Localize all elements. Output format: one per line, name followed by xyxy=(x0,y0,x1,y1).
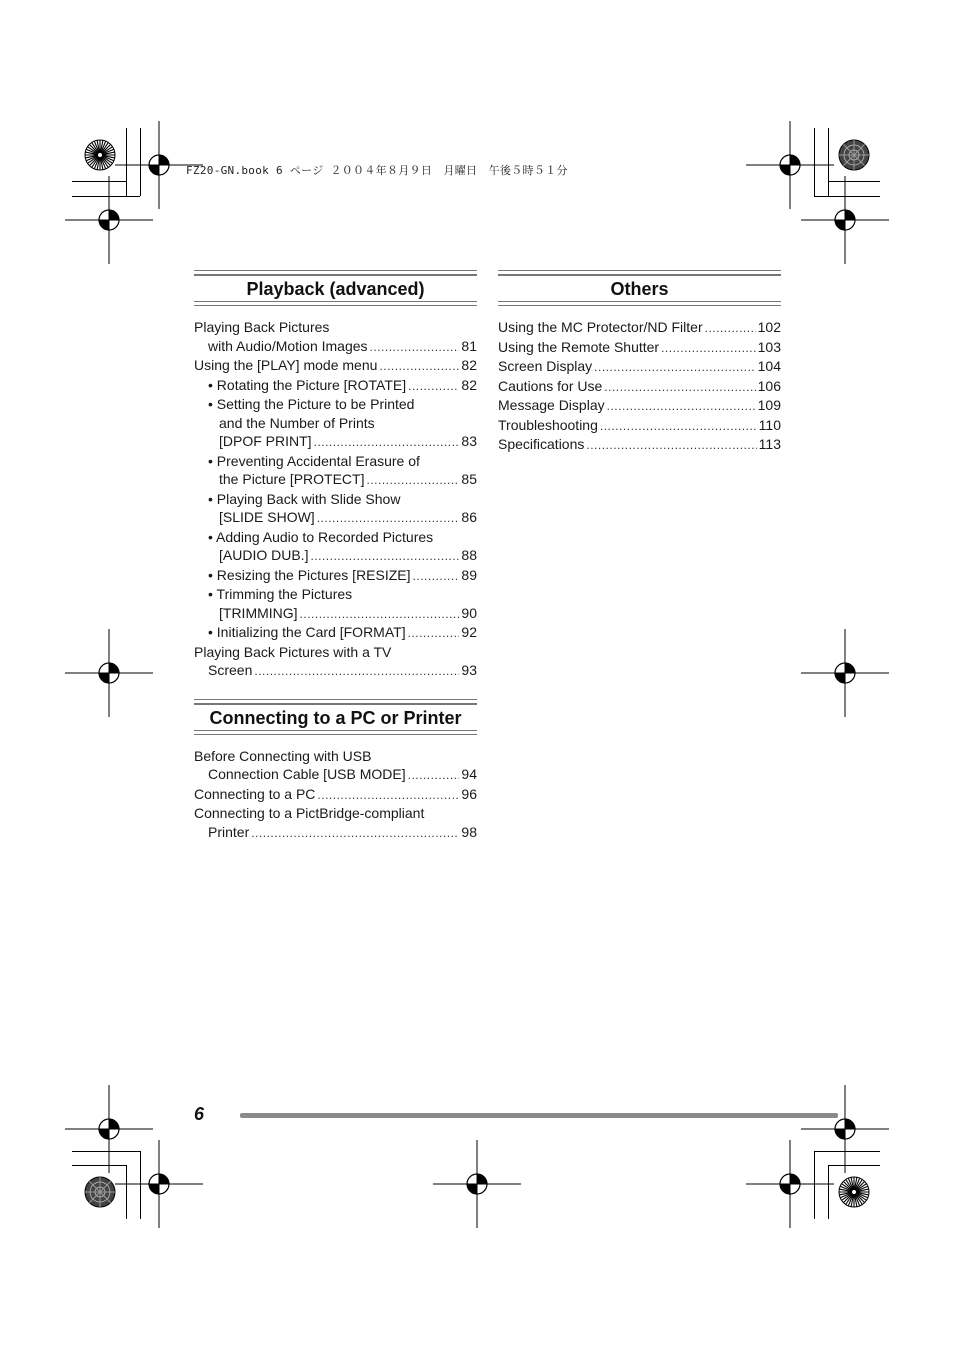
toc-entry-text: Screen xyxy=(208,662,253,678)
toc-page-number: 90 xyxy=(461,604,477,621)
section-header-others xyxy=(498,270,781,306)
leader-dots xyxy=(607,397,756,416)
toc-entry[interactable] xyxy=(194,376,477,396)
toc-entry-text: • Preventing Accidental Erasure of xyxy=(208,452,420,469)
toc-page-number: 96 xyxy=(461,785,477,802)
leader-dots xyxy=(600,417,757,436)
toc-list-connecting-pc-printer xyxy=(194,747,477,843)
toc-entry[interactable] xyxy=(194,585,477,604)
leader-dots xyxy=(408,624,460,643)
section-title: Others xyxy=(610,279,669,299)
leader-dots xyxy=(317,509,460,528)
toc-entry-text: Playing Back Pictures with a TV xyxy=(194,643,392,660)
section-title: Connecting to a PC or Printer xyxy=(209,707,462,728)
leader-dots xyxy=(408,766,460,785)
left-column xyxy=(194,270,477,842)
toc-entry[interactable] xyxy=(194,337,477,357)
toc-entry-text: Using the Remote Shutter xyxy=(498,338,660,355)
toc-entry-text: Playing Back Pictures xyxy=(194,319,330,335)
registration-target-icon xyxy=(801,176,889,264)
toc-entry[interactable] xyxy=(194,623,477,643)
toc-page-number: 109 xyxy=(757,397,781,413)
registration-target-icon xyxy=(433,1140,521,1228)
toc-entry[interactable] xyxy=(194,747,477,766)
toc-entry[interactable] xyxy=(194,318,477,337)
toc-page-number: 82 xyxy=(461,376,477,393)
toc-page-number: 98 xyxy=(461,823,477,840)
toc-entry-text: • Rotating the Picture [ROTATE] xyxy=(208,376,407,393)
leader-dots xyxy=(413,567,460,586)
color-wheel-icon xyxy=(839,140,869,170)
toc-entry[interactable] xyxy=(194,395,477,414)
toc-entry[interactable] xyxy=(194,414,477,433)
toc-entry-text: Troubleshooting xyxy=(498,416,598,433)
toc-entry-text: the Picture [PROTECT] xyxy=(219,471,365,487)
header-rule-top xyxy=(194,699,477,705)
toc-page-number: 92 xyxy=(461,624,477,640)
toc-entry-text: Specifications xyxy=(498,436,585,452)
toc-entry[interactable] xyxy=(194,661,477,681)
section-title: Playback (advanced) xyxy=(246,279,425,299)
toc-page-number: 102 xyxy=(757,319,781,335)
leader-dots xyxy=(705,319,756,338)
toc-list-others xyxy=(498,318,781,455)
toc-entry-text: [DPOF PRINT] xyxy=(219,433,312,449)
toc-page-number: 89 xyxy=(461,566,477,583)
toc-entry-text: Connecting to a PC xyxy=(194,785,316,802)
toc-entry-text: Using the [PLAY] mode menu xyxy=(194,357,378,373)
color-wheel-icon xyxy=(839,1177,869,1207)
leader-dots xyxy=(604,378,755,397)
leader-dots xyxy=(594,358,755,377)
toc-entry[interactable] xyxy=(194,356,477,376)
toc-entry-text: • Setting the Picture to be Printed xyxy=(208,396,415,412)
toc-entry[interactable] xyxy=(498,357,781,377)
toc-page-number: 93 xyxy=(461,662,477,678)
toc-entry[interactable] xyxy=(194,823,477,843)
section-header-playback-advanced xyxy=(194,270,477,306)
toc-entry-text: Printer xyxy=(208,823,250,840)
toc-entry[interactable] xyxy=(194,546,477,566)
toc-page-number: 85 xyxy=(461,471,477,487)
toc-entry[interactable] xyxy=(498,435,781,455)
toc-entry[interactable] xyxy=(194,566,477,586)
registration-target-icon xyxy=(801,629,889,717)
toc-entry-text: • Initializing the Card [FORMAT] xyxy=(208,624,406,640)
registration-target-icon xyxy=(65,629,153,717)
toc-entry[interactable] xyxy=(498,416,781,436)
toc-page-number: 113 xyxy=(758,436,781,452)
leader-dots xyxy=(370,338,460,357)
toc-entry-text: Connecting to a PictBridge-compliant xyxy=(194,805,425,821)
toc-entry[interactable] xyxy=(498,338,781,358)
toc-page-number: 104 xyxy=(757,358,781,374)
leader-dots xyxy=(366,471,459,490)
toc-page-number: 86 xyxy=(461,509,477,525)
registration-target-icon xyxy=(801,1085,889,1173)
header-rule-bottom xyxy=(194,730,477,735)
registration-target-icon xyxy=(746,1140,834,1228)
toc-entry[interactable] xyxy=(194,604,477,624)
toc-page-number: 83 xyxy=(461,433,477,449)
toc-page-number: 110 xyxy=(758,416,781,433)
toc-entry-text: • Playing Back with Slide Show xyxy=(208,490,401,507)
toc-entry[interactable] xyxy=(498,318,781,338)
toc-entry-text: with Audio/Motion Images xyxy=(208,337,368,354)
toc-page-number: 94 xyxy=(461,766,477,782)
toc-entry[interactable] xyxy=(498,396,781,416)
print-slug: FZ20-GN.book 6 ページ ２００４年８月９日 月曜日 午後５時５１分 xyxy=(186,164,568,177)
registration-target-icon xyxy=(115,1140,203,1228)
header-rule-bottom xyxy=(498,301,781,306)
leader-dots xyxy=(251,824,459,843)
leader-dots xyxy=(661,339,756,358)
header-rule-top xyxy=(194,270,477,276)
toc-entry-text: • Adding Audio to Recorded Pictures xyxy=(208,528,434,545)
toc-entry[interactable] xyxy=(194,452,477,471)
toc-entry-text: • Trimming the Pictures xyxy=(208,586,353,602)
toc-entry-text: Screen Display xyxy=(498,358,593,374)
toc-list-playback-advanced xyxy=(194,318,477,681)
header-rule-top xyxy=(498,270,781,276)
toc-page-number: 88 xyxy=(461,547,477,563)
toc-entry[interactable] xyxy=(194,470,477,490)
toc-entry[interactable] xyxy=(194,528,477,547)
leader-dots xyxy=(314,433,460,452)
leader-dots xyxy=(586,436,756,455)
toc-entry[interactable] xyxy=(194,643,477,662)
page-number: 6 xyxy=(194,1104,205,1124)
registration-target-icon xyxy=(746,121,834,209)
toc-entry[interactable] xyxy=(194,508,477,528)
toc-entry-text: Using the MC Protector/ND Filter xyxy=(498,319,703,335)
toc-entry[interactable] xyxy=(194,785,477,805)
toc-entry-text: [AUDIO DUB.] xyxy=(219,547,309,563)
toc-entry[interactable] xyxy=(194,490,477,509)
toc-entry-text: Cautions for Use xyxy=(498,377,603,394)
right-column xyxy=(498,270,781,455)
leader-dots xyxy=(379,357,459,376)
leader-dots xyxy=(310,547,459,566)
color-wheel-icon xyxy=(85,1177,115,1207)
toc-entry-text: • Resizing the Pictures [RESIZE] xyxy=(208,566,411,583)
registration-target-icon xyxy=(65,176,153,264)
toc-entry[interactable] xyxy=(498,377,781,397)
header-rule-bottom xyxy=(194,301,477,306)
leader-dots xyxy=(254,662,459,681)
toc-entry-text: Before Connecting with USB xyxy=(194,747,372,764)
toc-page-number: 103 xyxy=(757,338,781,355)
toc-entry-text: Message Display xyxy=(498,397,605,413)
section-header-connecting-pc-printer xyxy=(194,699,477,735)
footer-bar xyxy=(240,1113,838,1118)
toc-page-number: 106 xyxy=(757,377,781,394)
registration-target-icon xyxy=(65,1085,153,1173)
toc-entry-text: [SLIDE SHOW] xyxy=(219,509,315,525)
toc-entry-text: [TRIMMING] xyxy=(219,604,298,621)
toc-entry-text: Connection Cable [USB MODE] xyxy=(208,766,406,782)
leader-dots xyxy=(300,605,460,624)
leader-dots xyxy=(408,377,459,396)
toc-entry[interactable] xyxy=(194,765,477,785)
toc-entry-text: and the Number of Prints xyxy=(219,414,375,431)
toc-page-number: 82 xyxy=(461,357,477,373)
color-wheel-icon xyxy=(85,140,115,170)
leader-dots xyxy=(317,786,459,805)
toc-page-number: 81 xyxy=(461,337,477,354)
toc-entry[interactable] xyxy=(194,432,477,452)
toc-entry[interactable] xyxy=(194,804,477,823)
